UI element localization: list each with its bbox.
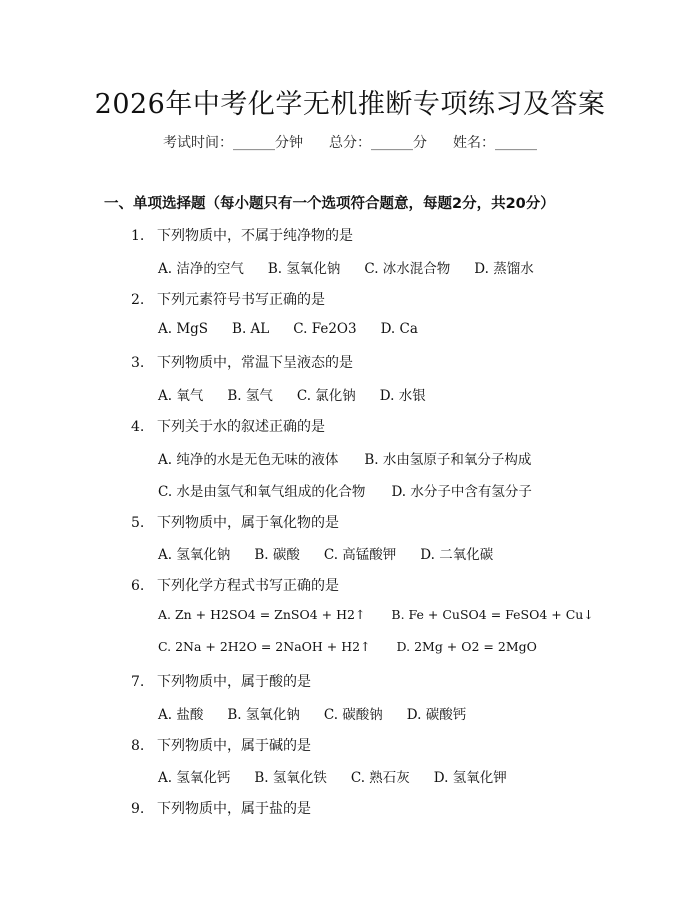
option: D. 水银 <box>379 388 426 404</box>
option: C. 水是由氢气和氧气组成的化合物 <box>158 484 366 500</box>
option: D. 碳酸钙 <box>406 707 467 723</box>
option: C. 氯化钠 <box>296 388 356 404</box>
option: C. 2Na + 2H2O = 2NaOH + H2↑ <box>158 639 371 654</box>
question <box>131 575 339 595</box>
option: C. Fe2O3 <box>293 321 357 337</box>
options-row <box>158 543 493 563</box>
option: B. 氢氧化铁 <box>254 770 327 786</box>
option: B. 碳酸 <box>254 547 300 563</box>
question-text: 下列物质中，不属于纯净物的是 <box>157 228 353 244</box>
question-number: 2. <box>131 292 145 308</box>
options-row <box>158 321 418 337</box>
option: C. 碳酸钠 <box>323 707 383 723</box>
question <box>131 671 311 691</box>
options-row <box>158 448 531 468</box>
option: B. 氢氧化钠 <box>267 261 341 277</box>
question-number: 4. <box>131 419 145 435</box>
option: D. 水分子中含有氢分子 <box>391 484 532 500</box>
question <box>131 512 339 532</box>
question-text: 下列元素符号书写正确的是 <box>157 292 325 308</box>
question-text: 下列物质中，属于碱的是 <box>157 738 311 754</box>
question <box>131 225 353 245</box>
options-row <box>158 480 532 500</box>
option: D. 蒸馏水 <box>474 261 534 277</box>
option: D. 二氧化碳 <box>420 547 494 563</box>
question-number: 8. <box>131 738 145 754</box>
question-text: 下列物质中，属于酸的是 <box>157 674 311 690</box>
option: A. MgS <box>158 321 209 337</box>
options-row <box>158 384 426 404</box>
question <box>131 735 311 755</box>
option: A. 纯净的水是无色无味的液体 <box>158 452 339 468</box>
question <box>131 416 325 436</box>
option: C. 高锰酸钾 <box>323 547 397 563</box>
option: B. 氢氧化钠 <box>227 707 300 723</box>
question-number: 3. <box>131 355 145 371</box>
options-row <box>158 257 534 277</box>
question-number: 5. <box>131 515 145 531</box>
question-number: 6. <box>131 578 145 594</box>
question-text: 下列物质中，属于氧化物的是 <box>157 515 339 531</box>
option: A. Zn + H2SO4 = ZnSO4 + H2↑ <box>158 607 366 622</box>
question-text: 下列关于水的叙述正确的是 <box>157 419 325 435</box>
option: D. 2Mg + O2 = 2MgO <box>396 639 537 654</box>
option: D. 氢氧化钾 <box>433 770 507 786</box>
section-title: 一、单项选择题（每小题只有一个选项符合题意，每题2分，共20分） <box>104 196 555 212</box>
score-field: 总分：______分 <box>329 135 427 151</box>
question <box>131 798 311 818</box>
name-field: 姓名：______ <box>453 135 537 151</box>
option: A. 氢氧化钙 <box>158 770 231 786</box>
options-row <box>158 703 466 723</box>
time-field: 考试时间：______分钟 <box>163 135 303 151</box>
question <box>131 289 325 309</box>
option: A. 盐酸 <box>158 707 204 723</box>
question-number: 1. <box>131 228 145 244</box>
option: B. 氢气 <box>227 388 273 404</box>
exam-meta <box>0 132 700 152</box>
question-text: 下列物质中，属于盐的是 <box>157 801 311 817</box>
option: D. Ca <box>380 321 418 337</box>
option: B. AL <box>232 321 270 337</box>
option: B. Fe + CuSO4 = FeSO4 + Cu↓ <box>391 607 594 622</box>
option: A. 氢氧化钠 <box>158 547 231 563</box>
option: A. 氧气 <box>158 388 204 404</box>
options-row <box>158 766 507 786</box>
option: C. 冰水混合物 <box>364 261 451 277</box>
option: C. 熟石灰 <box>350 770 410 786</box>
option: A. 洁净的空气 <box>158 261 244 277</box>
option: B. 水由氢原子和氧分子构成 <box>364 452 532 468</box>
question-number: 7. <box>131 674 145 690</box>
question <box>131 352 353 372</box>
question-number: 9. <box>131 801 145 817</box>
question-text: 下列物质中，常温下呈液态的是 <box>157 355 353 371</box>
page-title: 2026年中考化学无机推断专项练习及答案 <box>94 89 606 120</box>
options-row <box>158 639 537 654</box>
options-row <box>158 607 594 622</box>
question-text: 下列化学方程式书写正确的是 <box>157 578 339 594</box>
